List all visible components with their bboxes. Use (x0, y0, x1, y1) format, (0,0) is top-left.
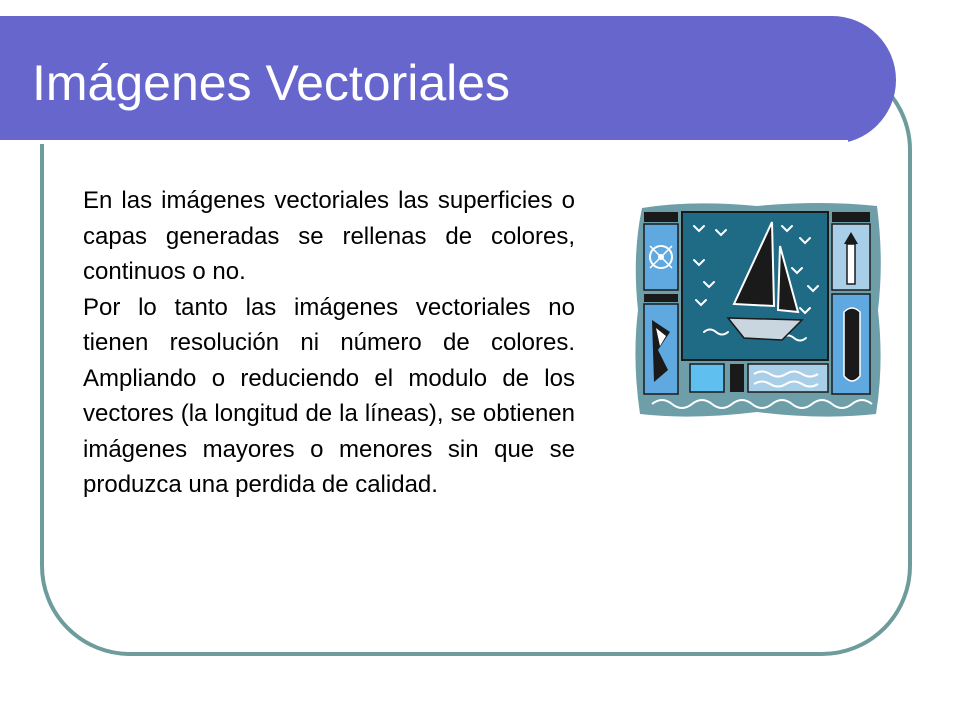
sailboat-clipart-icon (632, 200, 882, 418)
slide-title: Imágenes Vectoriales (32, 55, 511, 111)
title-underline (0, 140, 848, 144)
paragraph-1: En las imágenes vectoriales las superficies o capas generadas se rellenas de colores, continuos o no. (83, 187, 575, 285)
title-bar (0, 16, 896, 144)
paragraph-2: Por lo tanto las imágenes vectoriales no tienen resolución ni número de colores. Ampliando o reduciendo el modulo de los vectores (la longitud de la líneas), se obtienen imágenes mayores o menores sin que se produzca una perdida de calidad. (83, 293, 575, 498)
body-text (83, 183, 575, 503)
